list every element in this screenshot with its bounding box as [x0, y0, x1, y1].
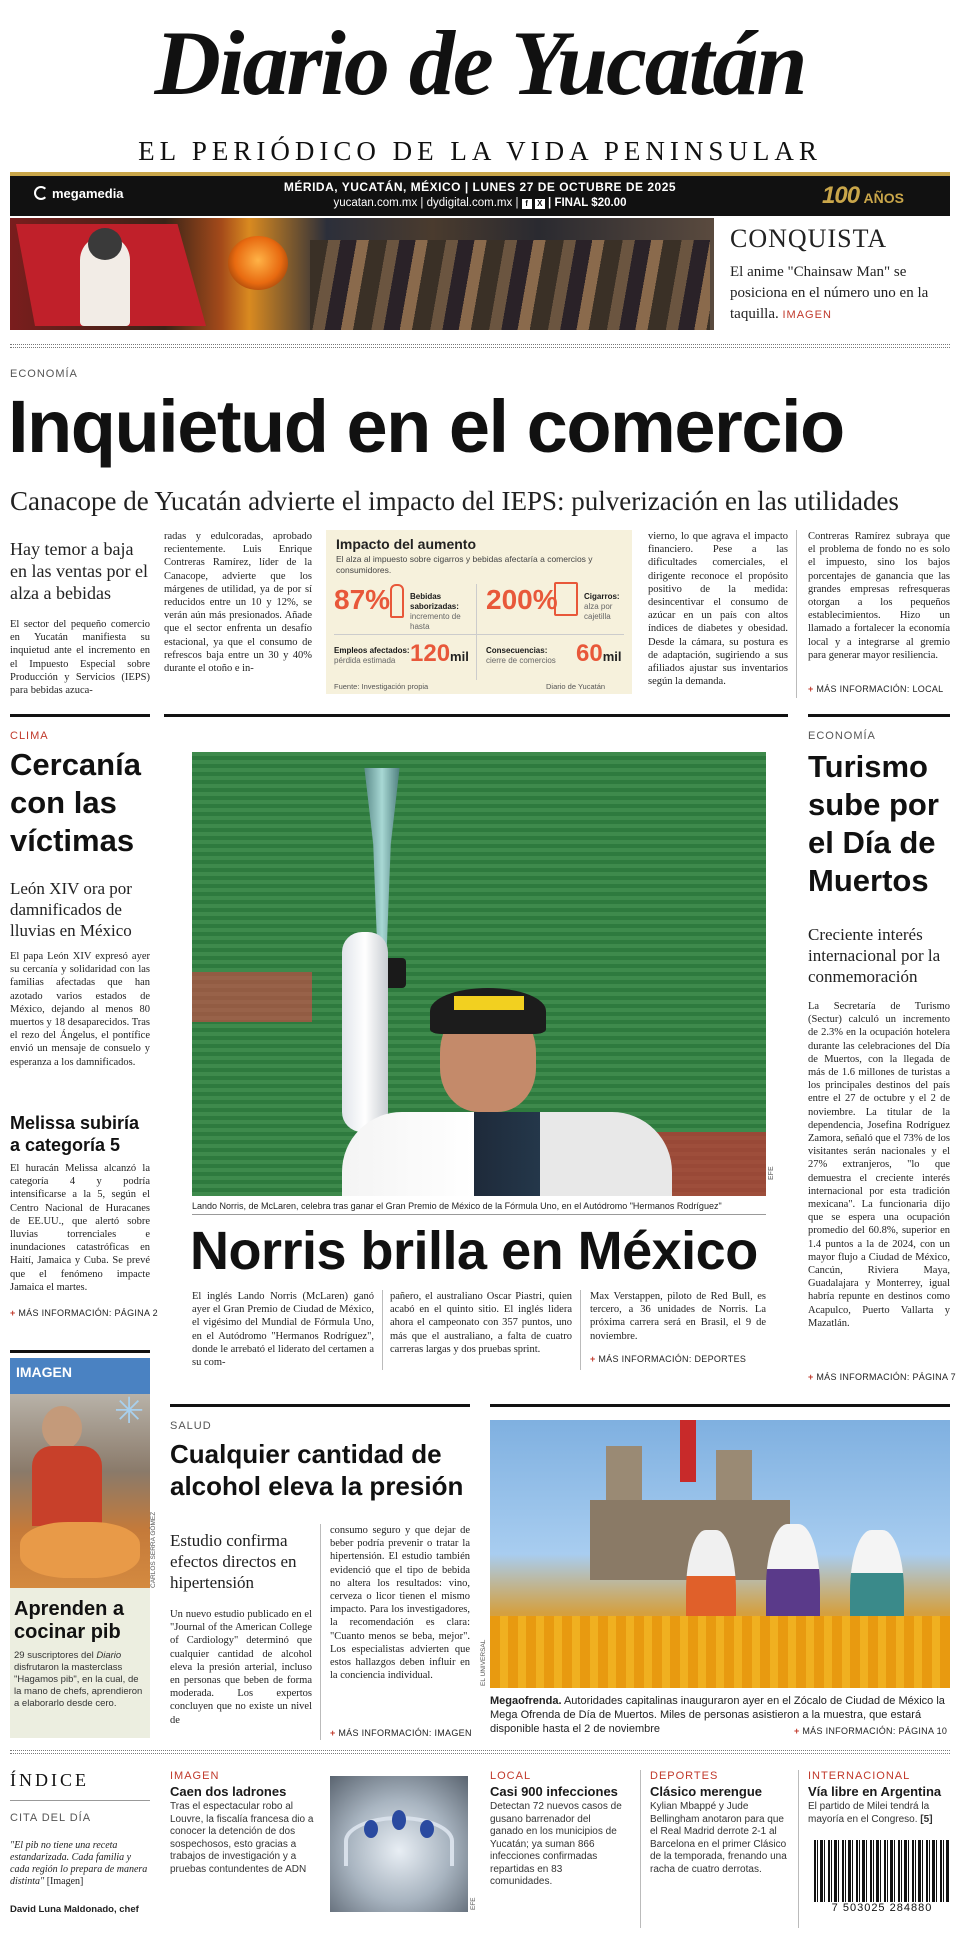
- chainsaw-man-image[interactable]: [10, 218, 714, 330]
- main-col-2: pañero, el australiano Oscar Piastri, quien acabó en el quinto sitio. El inglés lidera ahora el campeonato con 357 puntos, uno más que el australiano, a falta de cuatro carreras largas y dos pruebas sprint.: [390, 1291, 572, 1355]
- raised-arm: [342, 932, 388, 1132]
- teaser-link[interactable]: IMAGEN: [782, 309, 832, 321]
- index-item-2-kicker: LOCAL: [490, 1770, 532, 1782]
- megamedia-swirl-icon: [34, 186, 48, 200]
- lead-col-1: El sector del pequeño comercio en Yucatán manifiesta su inquietud ante el incremento en el Impuesto Especial sobre Producción y Servicios (IEPS) para bebidas azuca-: [10, 619, 150, 697]
- megamedia-logo[interactable]: [34, 186, 144, 208]
- pib-photo-credit: CARLOS SERRA GÓMEZ: [150, 1511, 157, 1588]
- main-divider-1: [382, 1290, 383, 1370]
- lead-col-2: radas y edulcoradas, aprobado recientemente. Luis Enrique Contreras Ramírez, líder de la Canacope, advierte que los márgenes de utilidad, ya de por sí reducidos entre un 10 y 12%, se verán aún más presionados. Añade que el sector enfrenta un desafío estacional, ya que el consumo de refrescos baja entre un 30 y 40% durante el otoño e in-: [164, 531, 312, 675]
- stat-jobs-label: [334, 646, 414, 666]
- ofrenda-photo-credit: EL UNIVERSAL: [480, 1639, 487, 1686]
- turismo-kicker: ECONOMÍA: [808, 730, 876, 742]
- teaser-text: [730, 262, 950, 326]
- stat-87-label-title: Bebidas saborizadas:: [410, 592, 459, 611]
- infographic: [326, 530, 632, 694]
- rule-center-main: [164, 714, 788, 717]
- stat-87-value: 87%: [334, 584, 391, 615]
- barcode-bars: [814, 1840, 950, 1902]
- ofrenda-caption-bold: Megaofrenda.: [490, 1695, 562, 1707]
- clima-kicker: CLIMA: [10, 730, 49, 742]
- main-caption: Lando Norris, de McLaren, celebra tras ganar el Gran Premio de México de la Fórmula Uno, en el Autódromo "Hermanos Rodríguez": [192, 1201, 722, 1211]
- imagen-label[interactable]: IMAGEN: [10, 1358, 150, 1394]
- main-divider-2: [580, 1290, 581, 1370]
- quote-label: CITA DEL DÍA: [10, 1812, 92, 1824]
- bottle-icon: [390, 584, 404, 618]
- index-item-4-ref: [5]: [920, 1813, 933, 1825]
- index-divider-2: [798, 1770, 799, 1928]
- stat-jobs-unit: mil: [450, 649, 469, 664]
- infographic-divider-v: [476, 584, 477, 680]
- banner-red-left: [192, 972, 312, 1022]
- infographic-source: Fuente: Investigación propia: [334, 682, 429, 691]
- quote-author: David Luna Maldonado, chef: [10, 1904, 139, 1915]
- lead-col-3: vierno, lo que agrava el impacto financiero. Pese a las dificultades comerciales, el dirigente reconoce el propósito positivo de la medida: desincentivar el consumo de azúcar en un país con altos índices de diabetes y obesidad. Desde la cámara, su postura es de adaptación, sugiriendo a sus afiliados ajustar sus inventarios según la demanda.: [648, 531, 788, 688]
- index-item-4-text-wrap: [808, 1801, 950, 1826]
- main-col-1: El inglés Lando Norris (McLaren) ganó ayer el Gran Premio de Ciudad de México, el vigésimo del Mundial de Fórmula Uno, en el Autódromo "Hermanos Rodríguez", donde le arrebató el liderato del certamen a su com-: [192, 1291, 374, 1369]
- stat-jobs-value: [410, 640, 469, 668]
- flag: [680, 1420, 696, 1482]
- index-item-2[interactable]: [490, 1770, 626, 1930]
- turismo-more-link[interactable]: + MÁS INFORMACIÓN: PÁGINA 7: [808, 1372, 956, 1382]
- jewel-photo-credit: EFE: [470, 1897, 477, 1910]
- price: | FINAL $20.00: [548, 197, 627, 209]
- index-item-4[interactable]: [808, 1770, 950, 1840]
- clima-headline[interactable]: Cercanía con las víctimas: [10, 747, 141, 858]
- masthead-bar: [10, 176, 950, 216]
- clima-deck: León XIV ora por damnificados de lluvias en México: [10, 879, 132, 940]
- clima-body: El papa León XIV expresó ayer su cercanía y solidaridad con las familias afectadas que han azotado varios estados de México, dejando al menos 80 muertos y 18 desaparecidos. Tras el rezo del Ángelus, el pontífice envió un mensaje de consuelo y esperanza a los damnificados.: [10, 951, 150, 1068]
- stat-200-label-title: Cigarros:: [584, 592, 620, 601]
- crowd-shape: [310, 240, 710, 330]
- melissa-headline[interactable]: Melissa subiría a categoría 5: [10, 1113, 140, 1155]
- infographic-title: Impacto del aumento: [336, 536, 477, 552]
- main-headline[interactable]: Norris brilla en México: [190, 1221, 758, 1281]
- imagen-promo-box: [10, 1588, 150, 1738]
- star-decoration: ✳: [114, 1394, 145, 1431]
- caption-rule: [192, 1214, 766, 1215]
- pib-headline[interactable]: Aprenden a cocinar pib: [14, 1598, 125, 1643]
- index-item-3-title: Clásico merengue: [650, 1784, 762, 1799]
- ofrenda-more-link[interactable]: + MÁS INFORMACIÓN: PÁGINA 10: [790, 1726, 947, 1736]
- driver-suit: [342, 1112, 672, 1196]
- top-dotted-rule: [10, 344, 950, 348]
- infographic-credit: Diario de Yucatán: [546, 682, 606, 691]
- web-line: [160, 197, 800, 209]
- quote-text: [10, 1840, 150, 1888]
- newspaper-logo[interactable]: Diario de Yucatán: [154, 12, 806, 114]
- rule-right-turismo: [808, 714, 950, 717]
- index-item-4-kicker: INTERNACIONAL: [808, 1770, 911, 1782]
- masthead-motto: EL PERIÓDICO DE LA VIDA PENINSULAR: [138, 136, 822, 166]
- index-item-1[interactable]: [170, 1770, 320, 1930]
- stat-87-label: [410, 592, 474, 632]
- facebook-icon[interactable]: f: [522, 199, 532, 209]
- salud-headline[interactable]: Cualquier cantidad de alcohol eleva la presión: [170, 1439, 464, 1501]
- rule-ofrenda: [490, 1404, 950, 1407]
- x-icon[interactable]: X: [535, 199, 545, 209]
- footer-top-rule: [10, 1750, 950, 1754]
- norris-photo[interactable]: [192, 752, 766, 1196]
- stat-closures-sub: cierre de comercios: [486, 656, 556, 665]
- sapphire-2: [392, 1810, 406, 1830]
- turismo-body: La Secretaría de Turismo (Sectur) calculó un incremento de 2.3% en la ocupación hotelera durante las celebraciones del Día de Muertos, con la llegada de más de 1.6 millones de turistas a los principales destinos del país entre el 27 de octubre y el 2 de noviembre. La titular de la dependencia, Josefina Rodríguez Zamora, señaló que el 73% de los visitantes serán nacionales y el 27% extranjeros, "lo que demuestra el creciente interés internacional por esta tradición mexicana". La funcionaria dijo que se espera una ocupación promedio del 60.8%, superior en 1.4 puntos a la de 2024, con un mayor flujo a Ciudad de México, Cancún, Riviera Maya, Guadalajara y Monterrey, igual habría repunte en destinos como Acapulco, Puerto Vallarta y Mazatlán.: [808, 1001, 950, 1329]
- index-title: ÍNDICE: [10, 1770, 89, 1790]
- stat-closures-value: [576, 640, 622, 668]
- index-item-4-text: El partido de Milei tendrá la mayoría en el Congreso.: [808, 1801, 930, 1825]
- index-item-2-title: Casi 900 infecciones: [490, 1784, 618, 1799]
- index-item-3[interactable]: [650, 1770, 788, 1930]
- rule-salud: [170, 1404, 470, 1407]
- index-item-3-kicker: DEPORTES: [650, 1770, 719, 1782]
- stat-closures-number: 60: [576, 640, 603, 667]
- salud-kicker: SALUD: [170, 1420, 212, 1432]
- anniversary-word: AÑOS: [863, 190, 904, 206]
- stat-jobs-sub: pérdida estimada: [334, 656, 396, 665]
- pib-photo[interactable]: [10, 1394, 150, 1588]
- quote-body: "El pib no tiene una receta estandarizada. Cada familia y cada región lo prepara de manera distinta": [10, 1840, 148, 1887]
- salud-more-link[interactable]: + MÁS INFORMACIÓN: IMAGEN: [330, 1728, 472, 1738]
- jewel-photo[interactable]: [330, 1776, 468, 1912]
- melissa-body: El huracán Melissa alcanzó la categoría 4 y podría intensificarse a la 5, según el Centro Nacional de Huracanes de EE.UU., que alertó sobre lluvias torrenciales e inundaciones catastróficas en Haití, Jamaica y Cuba. Se prevé que el fenómeno impacte Jamaica el martes.: [10, 1163, 150, 1293]
- rule-left-clima: [10, 714, 150, 717]
- turismo-headline[interactable]: Turismo sube por el Día de Muertos: [808, 749, 939, 898]
- pib-body-pre: 29 suscriptores del: [14, 1650, 97, 1661]
- turismo-deck: Creciente interés internacional por la conmemoración: [808, 925, 941, 986]
- stat-closures-title: Consecuencias:: [486, 646, 548, 655]
- index-item-1-kicker: IMAGEN: [170, 1770, 220, 1782]
- ofrenda-caption-text: Autoridades capitalinas inauguraron ayer en el Zócalo de Ciudad de México la Mega Ofrenda de Día de Muertos. Miles de personas asistieron a la muestra, que estará disponible hasta el 2 de noviembre: [490, 1695, 945, 1735]
- character-head: [88, 228, 122, 260]
- chef-head: [42, 1406, 82, 1450]
- chef-body: [32, 1446, 102, 1526]
- salud-deck: Estudio confirma efectos directos en hipertensión: [170, 1531, 297, 1592]
- lead-summary: Hay temor a baja en las ventas por el alza a bebidas: [10, 539, 148, 603]
- main-col-3: Max Verstappen, piloto de Red Bull, es tercero, a 36 unidades de Norris. La próxima carrera será en Brasil, el 9 de noviembre.: [590, 1291, 766, 1342]
- sapphire-3: [420, 1820, 434, 1838]
- quote-source: [Imagen]: [46, 1876, 84, 1887]
- anniversary-number: 100: [822, 182, 860, 209]
- pib-body-italic: Diario: [96, 1650, 122, 1661]
- stat-200-label-sub: alza por cajetilla: [584, 602, 613, 621]
- stat-200-label: [584, 592, 630, 622]
- trophy: [360, 768, 404, 958]
- lead-divider: [796, 530, 797, 698]
- lead-col-4: Contreras Ramírez subraya que el problema de fondo no es solo el impuesto, sino los bajos porcentajes de ganancia que las grandes empresas refresqueras otorgan a los pequeños establecimientos. Hizo un llamado a fortalecer la economía local y a integrarse al gremio para generar mayor resiliencia.: [808, 531, 950, 661]
- masthead: [10, 8, 950, 216]
- index-rule: [10, 1800, 150, 1801]
- driver-cap: [430, 988, 546, 1034]
- teaser-title: CONQUISTA: [730, 224, 888, 253]
- pib-body-post: disfrutaron la masterclass "Hagamos pib", en la cual, de la mano de chefs, aprendieron a elaborarlo desde cero.: [14, 1662, 143, 1709]
- index-divider-1: [640, 1770, 641, 1928]
- teaser-body: El anime "Chainsaw Man" se posiciona en el número uno en la taquilla.: [730, 264, 929, 322]
- stat-200-value: 200%: [486, 584, 558, 615]
- clima-more-link[interactable]: + MÁS INFORMACIÓN: PÁGINA 2: [10, 1308, 158, 1318]
- lead-kicker: ECONOMÍA: [10, 368, 78, 380]
- cap-brand: [454, 996, 524, 1010]
- stat-87-label-sub: incremento de hasta: [410, 612, 461, 631]
- stat-jobs-number: 120: [410, 640, 451, 667]
- salud-col-2: consumo seguro y que dejar de beber podría prevenir o tratar la hipertensión. El estudio también evidenció que el tipo de bebida no altera los resultados: vino, cerveza o licor tienen el mismo impacto. Para los investigadores, la recomendación es clara: "Cuanto menos se beba, mejor". Los especialistas advierten que estos hallazgos deben influir en la conciencia individual.: [330, 1525, 470, 1682]
- barcode-number: 7 503025 284880: [814, 1902, 950, 1914]
- websites-link[interactable]: yucatan.com.mx | dydigital.com.mx |: [333, 197, 519, 209]
- infographic-subtitle: El alza al impuesto sobre cigarros y bebidas afectaría a comercios y consumidores.: [336, 554, 593, 575]
- barcode: [814, 1840, 950, 1916]
- stat-jobs-title: Empleos afectados:: [334, 646, 410, 655]
- index-item-1-title: Caen dos ladrones: [170, 1784, 287, 1799]
- photo-credit-efe: EFE: [768, 1166, 775, 1180]
- pib-body: [14, 1650, 146, 1710]
- index-item-4-title: Vía libre en Argentina: [808, 1784, 942, 1799]
- pib-dough: [20, 1522, 140, 1578]
- main-more-link[interactable]: + MÁS INFORMACIÓN: DEPORTES: [590, 1354, 746, 1364]
- megamedia-logo-text: megamedia: [52, 186, 124, 201]
- ofrenda-photo[interactable]: [490, 1420, 950, 1688]
- sapphire-1: [364, 1820, 378, 1838]
- dateline: MÉRIDA, YUCATÁN, MÉXICO | LUNES 27 DE OCTUBRE DE 2025: [283, 180, 677, 194]
- salud-divider: [320, 1524, 321, 1740]
- infographic-divider-h: [334, 634, 624, 635]
- index-item-1-text: Tras el espectacular robo al Louvre, la fiscalía francesa dio a conocer la detención de dos sospechosos, esto gracias a trabajos de investigación y a pruebas contundentes de ADN: [170, 1801, 314, 1875]
- cigarette-pack-icon: [554, 582, 578, 616]
- stat-closures-label: [486, 646, 576, 666]
- index-item-3-text: Kylian Mbappé y Jude Bellingham anotaron para que el Real Madrid derrote 2-1 al Barcelona en el primer Clásico de la temporada, frenando una racha de cuatro derrotas.: [650, 1801, 787, 1875]
- stat-closures-unit: mil: [602, 649, 622, 664]
- lead-more-link[interactable]: + MÁS INFORMACIÓN: LOCAL: [808, 684, 943, 694]
- lead-deck: Canacope de Yucatán advierte el impacto del IEPS: pulverización en las utilidades: [10, 486, 899, 516]
- rule-imagen: [10, 1350, 150, 1353]
- lead-headline[interactable]: Inquietud en el comercio: [8, 385, 844, 468]
- salud-col-1: Un nuevo estudio publicado en el "Journal of the American College of Cardiology" determinó que cualquier cantidad de alcohol eleva la presión arterial, incluso en personas que beben de forma moderada. Los expertos concluyen que no existe un nivel de: [170, 1609, 312, 1726]
- marigold-field: [490, 1616, 950, 1688]
- pumpkin: [228, 236, 288, 290]
- index-item-2-text: Detectan 72 nuevos casos de gusano barrenador del ganado en los municipios de Yucatán; ya suman 866 infecciones confirmadas repartidas en 83 comunidades.: [490, 1801, 622, 1887]
- anniversary-logo: [822, 182, 942, 212]
